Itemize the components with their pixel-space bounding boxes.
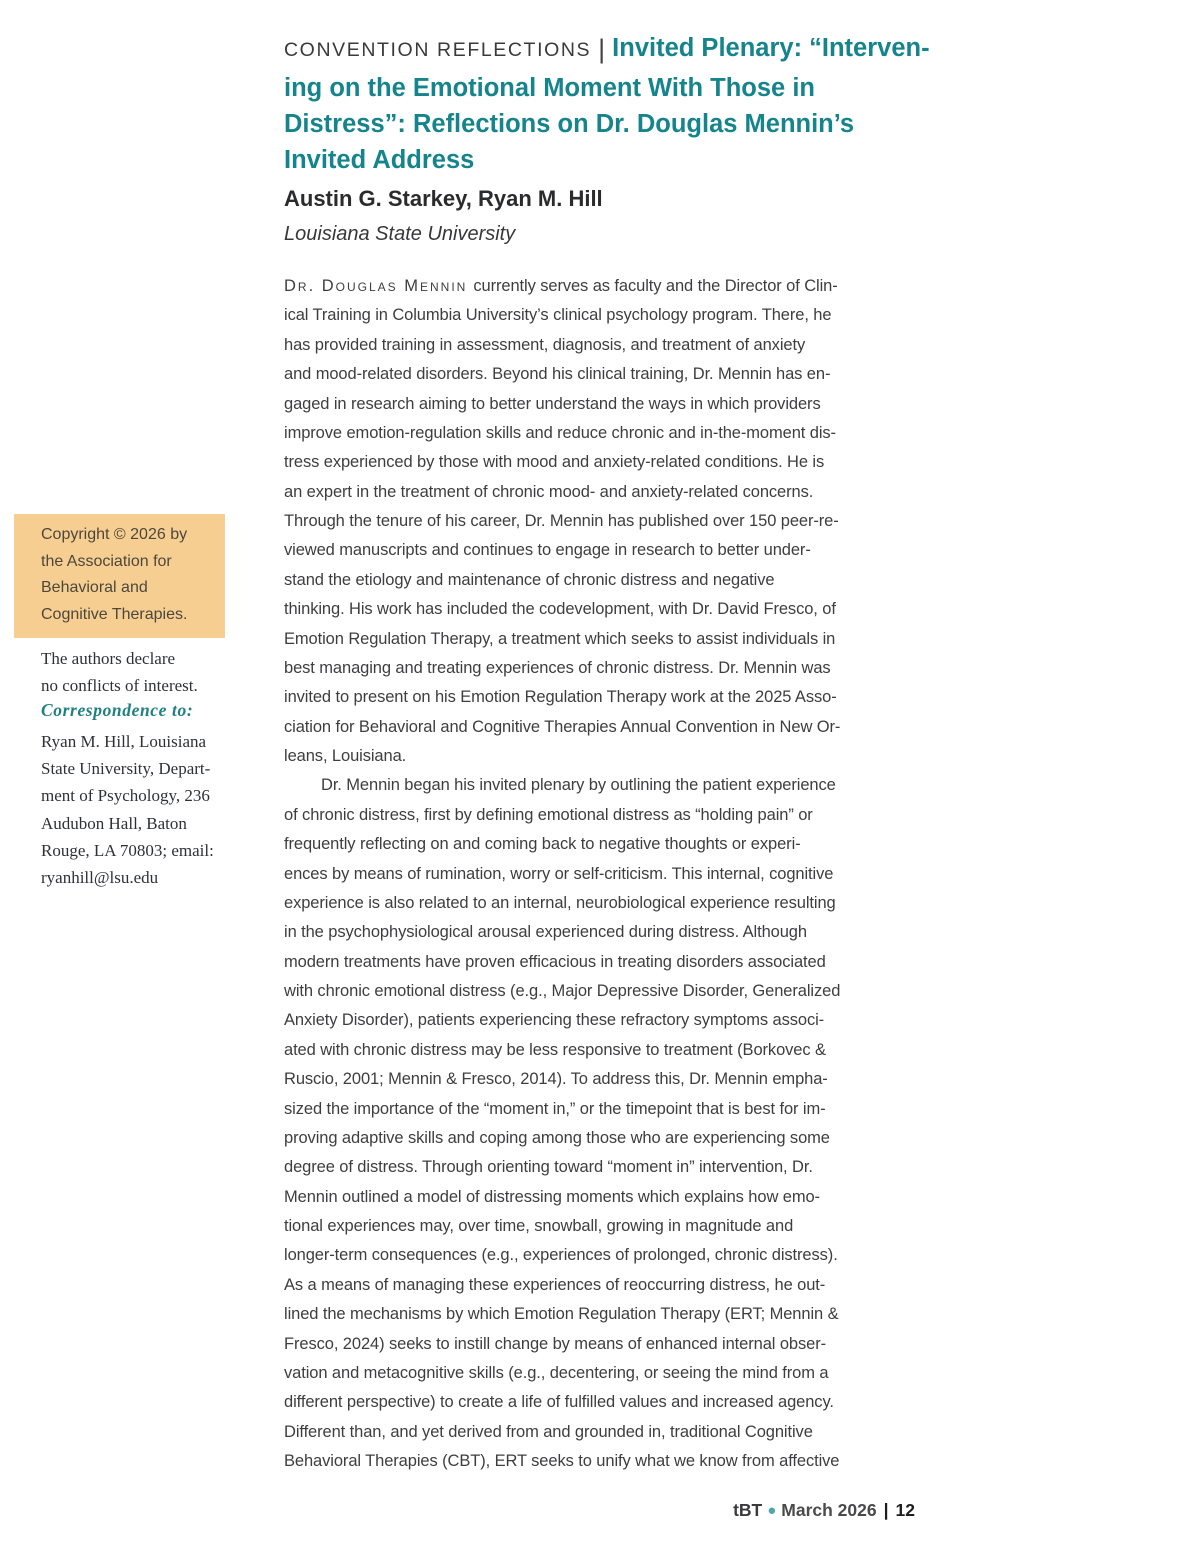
text-line: vation and metacognitive skills (e.g., decentering, or seeing the mind from a bbox=[284, 1363, 829, 1382]
text-line: As a means of managing these experiences of reoccurring distress, he out- bbox=[284, 1275, 826, 1294]
text-line: lined the mechanisms by which Emotion Regulation Therapy (ERT; Mennin & bbox=[284, 1305, 839, 1324]
conflicts-of-interest-note bbox=[41, 645, 198, 699]
bullet-icon: ● bbox=[767, 1502, 777, 1519]
body-paragraph-1 bbox=[284, 301, 929, 771]
text-line: gaged in research aiming to better understand the ways in which providers bbox=[284, 394, 821, 413]
text-line: improve emotion-regulation skills and reduce chronic and in-the-moment dis- bbox=[284, 423, 836, 442]
footer-page-number: 12 bbox=[895, 1500, 915, 1520]
text-line: State University, Depart- bbox=[41, 759, 211, 779]
text-line: viewed manuscripts and continues to engage in research to better under- bbox=[284, 541, 811, 560]
text-line: Through the tenure of his career, Dr. Mennin has published over 150 peer-re- bbox=[284, 512, 839, 530]
text-line: Different than, and yet derived from and grounded in, traditional Cognitive bbox=[284, 1422, 813, 1441]
text-line: Behavioral Therapies (CBT), ERT seeks to unify what we know from affective bbox=[284, 1452, 840, 1470]
text-line: experience is also related to an internal, neurobiological experience resulting bbox=[284, 893, 836, 912]
text-line: Audubon Hall, Baton bbox=[41, 813, 187, 833]
text-line: and mood-related disorders. Beyond his clinical training, Dr. Mennin has en- bbox=[284, 365, 831, 384]
text-line: with chronic emotional distress (e.g., Major Depressive Disorder, Generalized bbox=[284, 982, 841, 1000]
body-paragraph-1-opening-line bbox=[284, 272, 929, 301]
correspondence-address bbox=[41, 728, 214, 891]
article-title bbox=[284, 70, 944, 178]
text-line: ment of Psychology, 236 bbox=[41, 786, 210, 806]
article-body bbox=[284, 272, 929, 1476]
footer-separator: | bbox=[883, 1500, 889, 1520]
author-name-smallcaps: Dr. Douglas Mennin bbox=[284, 277, 468, 295]
text-line: Behavioral and bbox=[41, 579, 148, 597]
body-paragraph-2-first-line: Dr. Mennin began his invited plenary by outlining the patient experience bbox=[321, 776, 836, 795]
article-header bbox=[284, 30, 944, 178]
text-line: invited to present on his Emotion Regulation Therapy work at the 2025 Asso- bbox=[284, 688, 837, 707]
text-line: frequently reflecting on and coming back to negative thoughts or experi- bbox=[284, 835, 801, 854]
text-line: Copyright © 2026 by bbox=[41, 526, 188, 543]
text-line: has provided training in assessment, diagnosis, and treatment of anxiety bbox=[284, 335, 806, 354]
title-first-line bbox=[284, 30, 944, 70]
text-line: Rouge, LA 70803; email: bbox=[41, 840, 214, 860]
text-line: ences by means of rumination, worry or self-criticism. This internal, cognitive bbox=[284, 864, 834, 883]
text-line: longer-term consequences (e.g., experiences of prolonged, chronic distress). bbox=[284, 1246, 838, 1265]
text-line: of chronic distress, first by defining emotional distress as “holding pain” or bbox=[284, 805, 813, 824]
text-line: best managing and treating experiences of chronic distress. Dr. Mennin was bbox=[284, 658, 831, 677]
footer-issue-date: March 2026 bbox=[781, 1500, 877, 1520]
body-paragraph-2 bbox=[284, 801, 929, 1477]
copyright-box bbox=[14, 514, 225, 638]
journal-footer bbox=[284, 1500, 915, 1521]
text-line: ryanhill@lsu.edu bbox=[41, 868, 159, 888]
text-line: proving adaptive skills and coping among those who are experiencing some bbox=[284, 1128, 830, 1147]
text-line: ical Training in Columbia University’s clinical psychology program. There, he bbox=[284, 306, 832, 325]
text-line: ciation for Behavioral and Cognitive Therapies Annual Convention in New Or- bbox=[284, 717, 841, 736]
header-separator: | bbox=[598, 34, 606, 64]
correspondence-label: Correspondence to: bbox=[41, 700, 194, 720]
opening-line-rest: currently serves as faculty and the Director of Clin- bbox=[473, 277, 838, 295]
text-line: leans, Louisiana. bbox=[284, 747, 407, 765]
text-line: Cognitive Therapies. bbox=[41, 605, 188, 623]
text-line: Anxiety Disorder), patients experiencing these refractory symptoms associ- bbox=[284, 1011, 825, 1030]
text-line: thinking. His work has included the codevelopment, with Dr. David Fresco, of bbox=[284, 600, 836, 619]
text-line: Distress”: Reflections on Dr. Douglas Mennin’s bbox=[284, 110, 855, 138]
section-label: CONVENTION REFLECTIONS bbox=[284, 39, 592, 61]
byline-affiliation: Louisiana State University bbox=[284, 223, 516, 245]
text-line: in the psychophysiological arousal experienced during distress. Although bbox=[284, 923, 807, 942]
text-line: stand the etiology and maintenance of chronic distress and negative bbox=[284, 570, 775, 589]
text-line: tional experiences may, over time, snowball, growing in magnitude and bbox=[284, 1217, 794, 1235]
text-line: Fresco, 2024) seeks to instill change by means of enhanced internal obser- bbox=[284, 1334, 826, 1353]
text-line: different perspective) to create a life of fulfilled values and increased agency. bbox=[284, 1393, 834, 1412]
text-line: no conflicts of interest. bbox=[41, 676, 198, 695]
article-title-lead: Invited Plenary: “Interven- bbox=[612, 34, 930, 62]
text-line: the Association for bbox=[41, 552, 172, 570]
text-line: Mennin outlined a model of distressing moments which explains how emo- bbox=[284, 1187, 820, 1206]
footer-journal-abbrev: tBT bbox=[733, 1500, 763, 1520]
text-line: ated with chronic distress may be less responsive to treatment (Borkovec & bbox=[284, 1040, 826, 1059]
byline-authors: Austin G. Starkey, Ryan M. Hill bbox=[284, 186, 603, 211]
text-line: an expert in the treatment of chronic mood- and anxiety-related concerns. bbox=[284, 482, 814, 501]
text-line: Ruscio, 2001; Mennin & Fresco, 2014). To address this, Dr. Mennin empha- bbox=[284, 1070, 828, 1089]
text-line: Invited Address bbox=[284, 146, 475, 174]
text-line: The authors declare bbox=[41, 649, 176, 668]
text-line: modern treatments have proven efficacious in treating disorders associated bbox=[284, 952, 826, 971]
text-line: Ryan M. Hill, Louisiana bbox=[41, 732, 207, 751]
text-line: degree of distress. Through orienting toward “moment in” intervention, Dr. bbox=[284, 1158, 813, 1177]
text-line: Emotion Regulation Therapy, a treatment which seeks to assist individuals in bbox=[284, 629, 836, 648]
text-line: sized the importance of the “moment in,” or the timepoint that is best for im- bbox=[284, 1099, 826, 1118]
text-line: tress experienced by those with mood and anxiety-related conditions. He is bbox=[284, 453, 825, 472]
text-line: ing on the Emotional Moment With Those in bbox=[284, 74, 815, 102]
